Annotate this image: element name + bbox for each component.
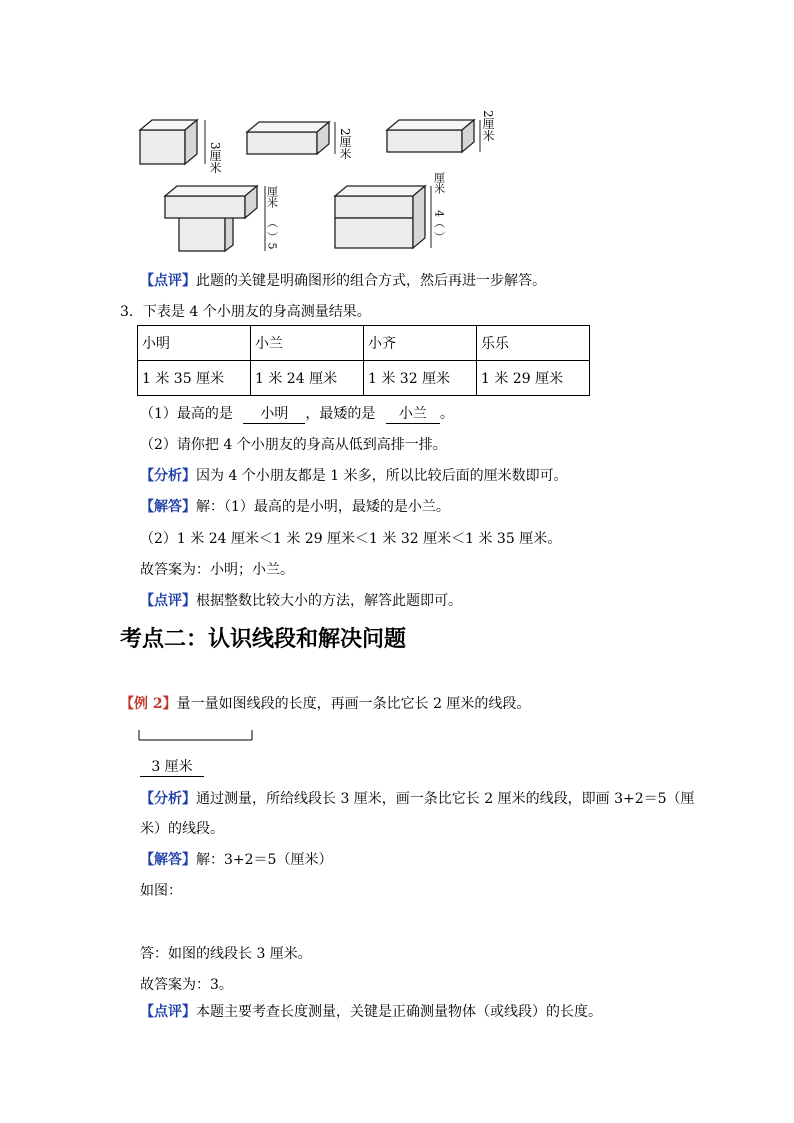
- text: 。: [439, 406, 454, 422]
- text: （1）最高的是: [140, 406, 233, 422]
- dim-unit-4: 厘米: [265, 186, 279, 208]
- question-3-title: 3．下表是 4 个小朋友的身高测量结果。: [120, 304, 371, 320]
- section-heading: 考点二：认识线段和解决问题: [120, 627, 407, 652]
- comment-1: [140, 270, 546, 290]
- q3-part2: （2）请你把 4 个小朋友的身高从低到高排一排。: [140, 437, 447, 453]
- example-2: [120, 693, 530, 713]
- table-cell: 小明: [138, 326, 251, 361]
- block-cube: [140, 120, 197, 164]
- ex2-analysis: [140, 788, 695, 808]
- segment-answer-wrap: [140, 756, 204, 777]
- comment-text: 此题的关键是明确图形的组合方式，然后再进一步解答。: [196, 273, 546, 289]
- answer-tag: 【解答】: [140, 499, 196, 515]
- q3-answer-2: （2）1 米 24 厘米＜1 米 29 厘米＜1 米 32 厘米＜1 米 35 厘米。: [140, 531, 562, 547]
- dim-unit-5: 厘米: [432, 172, 446, 194]
- answer-text: 解：3+2＝5（厘米）: [196, 852, 333, 868]
- q3-answer: [140, 496, 450, 516]
- dim-label-5: 4（ ）: [432, 210, 446, 243]
- q3-part1: [140, 403, 454, 424]
- height-table: [137, 325, 590, 396]
- dim-label-2: 2厘米: [338, 128, 352, 160]
- table-cell: 1 米 24 厘米: [251, 361, 364, 396]
- dim-label-3: 2厘米: [481, 110, 495, 142]
- comment-tag: 【点评】: [140, 593, 196, 609]
- answer-blank-1: 小明: [243, 403, 305, 424]
- table-row-heights: [138, 361, 590, 396]
- q3-final: 故答案为：小明；小兰。: [140, 562, 294, 578]
- comment-text: 根据整数比较大小的方法，解答此题即可。: [196, 593, 462, 609]
- table-row-names: [138, 326, 590, 361]
- q3-comment: [140, 590, 462, 610]
- analysis-text: 因为 4 个小朋友都是 1 米多，所以比较后面的厘米数即可。: [196, 468, 568, 484]
- segment-answer: 3 厘米: [140, 756, 204, 777]
- dim-label-4: （ ）5: [265, 217, 279, 250]
- comment-tag: 【点评】: [140, 1004, 196, 1020]
- ex2-comment: [140, 1001, 602, 1021]
- table-cell: 1 米 32 厘米: [364, 361, 477, 396]
- table-cell: 小齐: [364, 326, 477, 361]
- line-segment: [138, 728, 254, 744]
- example-tag: 【例 2】: [120, 696, 177, 712]
- block-stack-double: [335, 186, 425, 248]
- ex2-answer: [140, 849, 332, 869]
- ex2-final: 故答案为：3。: [140, 977, 233, 993]
- comment-tag: 【点评】: [140, 273, 196, 289]
- comment-text: 本题主要考查长度测量，关键是正确测量物体（或线段）的长度。: [196, 1004, 602, 1020]
- text: ，最矮的是: [305, 406, 376, 422]
- example-text: 量一量如图线段的长度，再画一条比它长 2 厘米的线段。: [176, 696, 531, 712]
- ex2-as-shown: 如图：: [140, 883, 182, 899]
- table-cell: 1 米 35 厘米: [138, 361, 251, 396]
- table-cell: 小兰: [251, 326, 364, 361]
- ex2-analysis-cont: 米）的线段。: [140, 821, 224, 837]
- table-cell: 1 米 29 厘米: [477, 361, 590, 396]
- q3-analysis: [140, 465, 568, 485]
- blocks-figure: [135, 100, 500, 255]
- analysis-tag: 【分析】: [140, 468, 196, 484]
- block-flat-2: [387, 120, 474, 152]
- analysis-tag: 【分析】: [140, 791, 196, 807]
- answer-text: 解：（1）最高的是小明，最矮的是小兰。: [196, 499, 450, 515]
- answer-tag: 【解答】: [140, 852, 196, 868]
- table-cell: 乐乐: [477, 326, 590, 361]
- analysis-text: 通过测量，所给线段长 3 厘米，画一条比它长 2 厘米的线段，即画 3+2＝5（厘: [196, 791, 695, 807]
- block-stack-t: [165, 186, 257, 251]
- ex2-reply: 答：如图的线段长 3 厘米。: [140, 946, 312, 962]
- block-flat-1: [247, 122, 329, 154]
- answer-blank-2: 小兰: [386, 403, 440, 424]
- dim-label-1: 3厘米: [208, 142, 222, 174]
